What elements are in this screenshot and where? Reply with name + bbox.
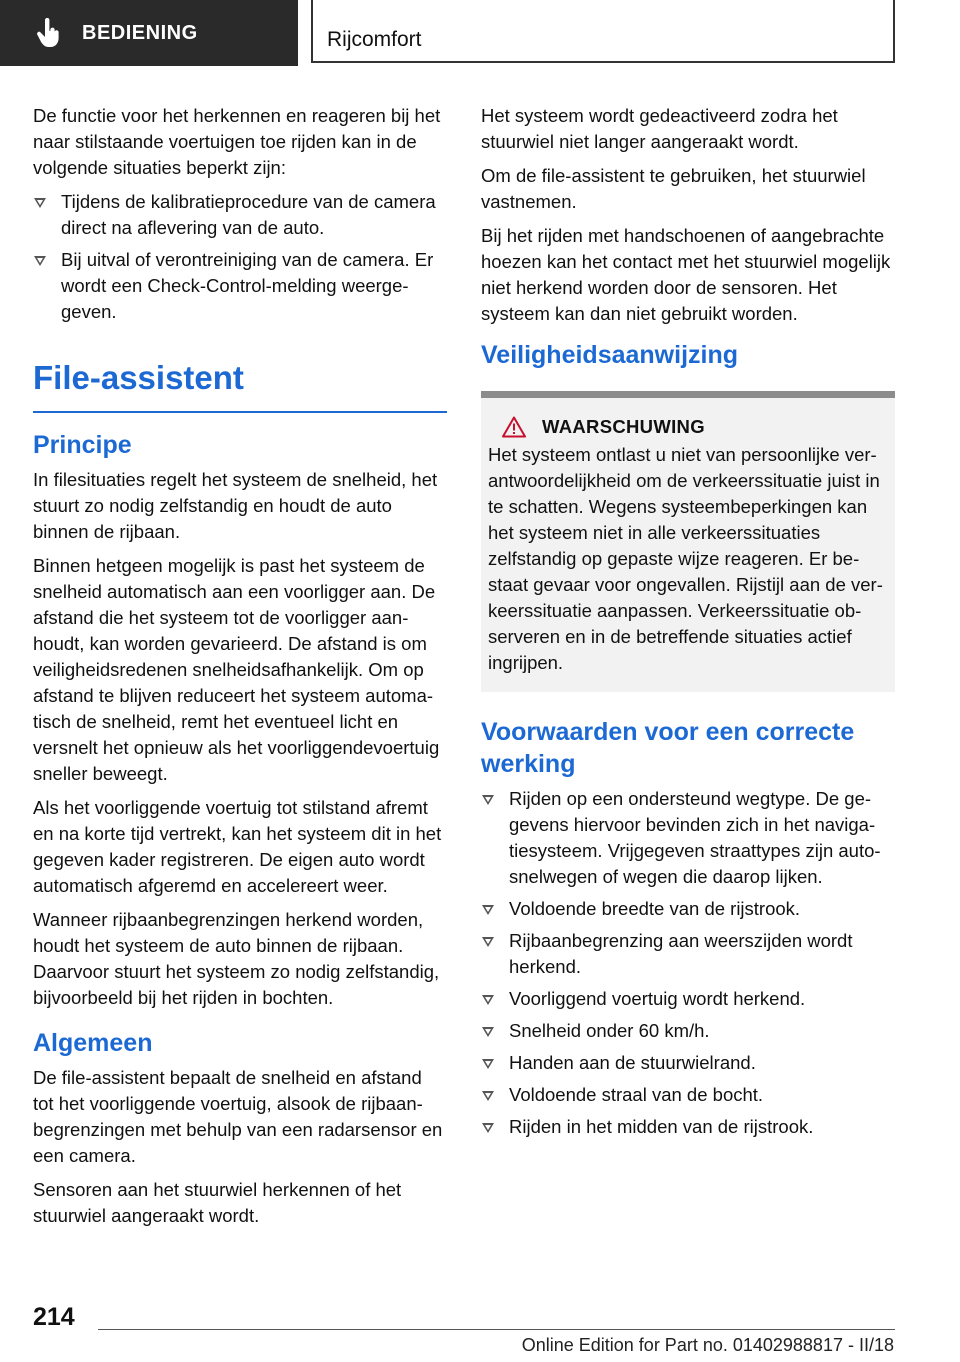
triangle-bullet-icon bbox=[482, 1091, 494, 1101]
list-item: Handen aan de stuurwielrand. bbox=[481, 1050, 895, 1076]
limitations-list bbox=[33, 189, 447, 325]
triangle-bullet-icon bbox=[482, 1123, 494, 1133]
list-item: Snelheid onder 60 km/h. bbox=[481, 1018, 895, 1044]
paragraph: Om de file-assistent te gebruiken, het stuurwiel vastnemen. bbox=[481, 165, 866, 212]
right-column bbox=[481, 103, 895, 1148]
paragraph: Sensoren aan het stuurwiel herkennen of het stuurwiel aangeraakt wordt. bbox=[33, 1179, 402, 1226]
conditions-heading: Voorwaarden voor een correcte werking bbox=[481, 718, 855, 778]
triangle-bullet-icon bbox=[482, 905, 494, 915]
warning-triangle-icon bbox=[502, 416, 526, 438]
safety-heading: Veiligheidsaanwijzing bbox=[481, 341, 739, 369]
list-item: Rijden in het midden van de rijstrook. bbox=[481, 1114, 895, 1140]
triangle-bullet-icon bbox=[482, 937, 494, 947]
warning-box bbox=[481, 391, 895, 692]
list-item: Rijden op een ondersteund wegtype. De gegevens hiervoor bevinden zich in het navigatiesysteem. Vrijgegeven straattypes zijn autosnelwegen of wegen die daarop lijken. bbox=[481, 786, 895, 890]
list-item: Rijbaanbegrenzing aan weerszijden wordt herkend. bbox=[481, 928, 895, 980]
triangle-bullet-icon bbox=[34, 256, 46, 266]
list-item: Voorliggend voertuig wordt herkend. bbox=[481, 986, 895, 1012]
conditions-list bbox=[481, 786, 895, 1140]
paragraph: Binnen hetgeen mogelijk is past het systeem de snelheid automatisch aan een voorligger aan. De afstand die het systeem tot de voorligger aanhoudt, kan worden gevarieerd. De afstand is om veiligheidsredenen snelheidsafhankelijk. Om op afstand te blijven reduceert het systeem automatisch de snelheid, remt het eventueel licht en versnelt het opnieuw als het voorliggendevoertuig sneller beweegt. bbox=[33, 555, 440, 784]
paragraph: In filesituaties regelt het systeem de snelheid, het stuurt zo nodig zelfstandig en houdt de auto binnen de rijbaan. bbox=[33, 469, 438, 542]
chapter-label: BEDIENING bbox=[82, 21, 198, 44]
warning-header bbox=[488, 416, 887, 438]
list-item: Tijdens de kalibratieprocedure van de camera direct na aflevering van de auto. bbox=[33, 189, 447, 241]
left-column bbox=[33, 103, 447, 1237]
triangle-bullet-icon bbox=[482, 795, 494, 805]
edition-text: Online Edition for Part no. 01402988817 - II/18 bbox=[521, 1335, 894, 1355]
section-title: Rijcomfort bbox=[327, 28, 422, 51]
triangle-bullet-icon bbox=[482, 1059, 494, 1069]
principe-heading: Principe bbox=[33, 431, 132, 459]
paragraph: Bij het rijden met handschoenen of aangebrachte hoezen kan het contact met het stuurwiel mogelijk niet herkend worden door de sensoren. Het systeem kan dan niet gebruikt worden. bbox=[481, 225, 891, 324]
intro-paragraph: De functie voor het herkennen en reageren bij het naar stilstaande voertuigen toe rijden kan in de volgende situaties beperkt zijn: bbox=[33, 105, 441, 178]
chapter-tab bbox=[0, 0, 298, 66]
list-item: Voldoende straal van de bocht. bbox=[481, 1082, 895, 1108]
triangle-bullet-icon bbox=[482, 995, 494, 1005]
list-item: Voldoende breedte van de rijstrook. bbox=[481, 896, 895, 922]
warning-text: Het systeem ontlast u niet van persoonlijke verantwoordelijkheid om de verkeerssituatie juist in te schatten. Wegens systeembeperkingen kan het systeem niet in alle verkeerssituaties zelfstandig op gepaste wijze reageren. Er bestaat gevaar voor ongevallen. Rijstijl aan de verkeerssituatie aanpassen. Verkeerssituatie observeren en in de betreffende situaties actief ingrijpen. bbox=[488, 444, 883, 673]
list-item: Bij uitval of verontreiniging van de camera. Er wordt een Check-Control-melding weergegeven. bbox=[33, 247, 447, 325]
hand-pointer-icon bbox=[36, 17, 68, 49]
paragraph: Als het voorliggende voertuig tot stilstand afremt en na korte tijd vertrekt, kan het systeem dit in het gegeven kader registreren. De eigen auto wordt automatisch afgeremd en accelereert weer. bbox=[33, 797, 442, 896]
paragraph: Wanneer rijbaanbegrenzingen herkend worden, houdt het systeem de auto binnen de rijbaan. Daarvoor stuurt het systeem zo nodig zelfstandig, bijvoorbeeld bij het rijden in bochten. bbox=[33, 909, 440, 1008]
algemeen-heading: Algemeen bbox=[33, 1029, 153, 1057]
page-number: 214 bbox=[33, 1303, 75, 1331]
triangle-bullet-icon bbox=[482, 1027, 494, 1037]
chapter-title: File-assistent bbox=[33, 355, 447, 413]
paragraph: Het systeem wordt gedeactiveerd zodra het stuurwiel niet langer aangeraakt wordt. bbox=[481, 105, 838, 152]
paragraph: De file-assistent bepaalt de snelheid en afstand tot het voorliggende voertuig, alsook de rijbaanbegrenzingen met behulp van een radarsensor en een camera. bbox=[33, 1067, 443, 1166]
footer-rule bbox=[98, 1329, 895, 1330]
warning-title: WAARSCHUWING bbox=[542, 416, 705, 437]
triangle-bullet-icon bbox=[34, 198, 46, 208]
